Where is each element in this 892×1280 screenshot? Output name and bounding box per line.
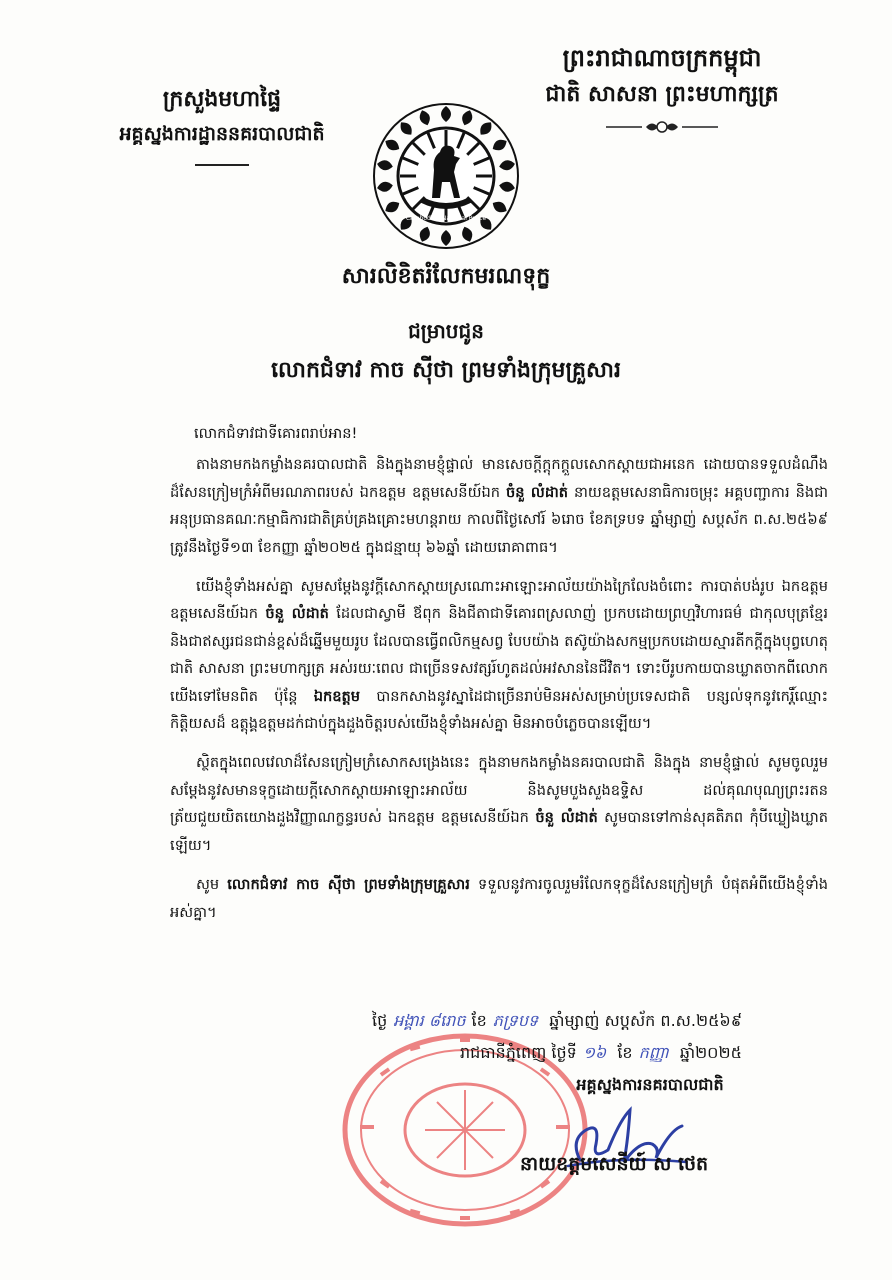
kingdom-header <box>532 38 792 136</box>
p1-text-b: នាយឧត្តមសេនាធិការចម្រុះ អគ្គបញ្ជាការ និងជាអនុប្រធានគណៈកម្មាធិការជាតិគ្រប់គ្រងគ្រោះមហន្តរាយ កាលពីថ្ងៃសៅរ៍ ៦រោច ខែភទ្របទ ឆ្នាំម្សាញ់ សប្តស័ក ព.ស.២៥៦៩ ត្រូវនឹងថ្ងៃទី១៣ ខែកញ្ញា ឆ្នាំ២០២៥ ក្នុងជន្មាយុ ៦៦ឆ្នាំ ដោយរោគាពាធ។ <box>170 483 828 556</box>
p4-recipient-name: លោកជំទាវ កាច ស៊ីថា ព្រមទាំងក្រុមគ្រួសារ <box>227 876 470 894</box>
date-value-handwritten: ១៦ <box>582 1043 607 1062</box>
month-value-handwritten: ភទ្របទ <box>492 1011 539 1030</box>
p1-deceased-name: ចំនួ លំដាត់ <box>505 483 568 501</box>
paragraph-4 <box>170 871 828 926</box>
recipient-name: លោកជំទាវ កាច ស៊ីថា ព្រមទាំងក្រុមគ្រួសារ <box>271 358 621 383</box>
p4-text-a: សូម <box>196 876 228 894</box>
p2-text-c: បានកសាងនូវស្នាដៃជាច្រើនរាប់មិនអស់សម្រាប់ប្រទេសជាតិ បន្សល់ទុកនូវកេរ្តិ៍ឈ្មោះ កិត្តិយសដ៏ ឧត្តុង្គឧត្តមដក់ជាប់ក្នុងដួងចិត្តរបស់យើងខ្ញុំទាំងអស់គ្នា មិនអាចបំភ្លេចបានឡើយ។ <box>170 687 828 733</box>
letter-title: សារលិខិតរំលែកមរណទុក្ខ <box>341 264 551 289</box>
national-police-emblem-icon <box>370 100 522 252</box>
p2-deceased-name: ចំនួ លំដាត់ <box>265 605 329 623</box>
signing-office: អគ្គស្នងការនគរបាលជាតិ <box>576 1075 724 1094</box>
signer-name: នាយឧត្តមសេនីយ៍ ស ថេត <box>520 1153 709 1175</box>
month2-label: ខែ <box>617 1043 633 1062</box>
p3-text-b: សូមបានទៅកាន់សុគតិភព កុំបីឃ្លៀងឃ្លាតឡើយ។ <box>170 809 828 854</box>
ministry-name: ក្រសួងមហាផ្ទៃ <box>162 87 282 112</box>
lunar-date-line <box>372 1010 842 1034</box>
p3-text-a: ស្ថិតក្នុងពេលវេលាដ៏សែនក្រៀមក្រំសោកសង្រេងនេះ ក្នុងនាមកងកម្លាំងនគរបាលជាតិ និងក្នុង នាមខ្ញុំផ្ទាល់ សូមចូលរួមសម្តែងនូវសមានទុក្ខដោយក្តីសោកស្តាយអាឡោះអាល័យ និងសូមបួងសួងឧទ្ទិស ដល់គុណបុណ្យព្រះរតនត្រ័យជួយយិតយោងដួងវិញ្ញាណក្ខន្ធរបស់ ឯកឧត្តម ឧត្តមសេនីយ៍ឯក <box>170 754 828 827</box>
recipient-label: ជម្រាបជូន <box>408 319 484 343</box>
p2-text-b: ដែលជាស្វាមី ឪពុក និងជីតាជាទីគោរពស្រលាញ់ ប្រកបដោយព្រហ្មវិហារធម៌ ជាកុលបុត្រខ្មែរ និងជាឥស្សរជនជាន់ខ្ពស់ដ៏ឆ្នើមមួយរូប ដែលបានធ្វើពលិកម្មសព្វ បែបយ៉ាង តស៊ូយ៉ាងសកម្មប្រកបដោយស្មារតីកក្តីក្នុងបុព្វហេតុជាតិ សាសនា ព្រះមហាក្សត្រ អស់រយៈពេល ជាច្រើនទសវត្សរ៍ហូតដល់អវសាននៃជីវិត។ ទោះបីរូបកាយបានឃ្លាតចាកពីលោកយើងទៅមែនពិត ប៉ុន្តែ <box>170 605 828 705</box>
place-and-day-label: រាជធានីភ្នំពេញ ថ្ងៃទី <box>460 1043 577 1062</box>
day-value-handwritten: អង្គារ ៨រោច <box>393 1011 466 1030</box>
lunar-year: ឆ្នាំម្សាញ់ សប្តស័ក ព.ស.២៥៦៩ <box>549 1011 743 1030</box>
p2-title-bold: ឯកឧត្តម <box>313 687 361 705</box>
kingdom-name: ព្រះរាជាណាចក្រកម្ពុជា <box>562 44 762 72</box>
emblem-label: Cambodian National Police <box>405 215 487 222</box>
salutation: លោកជំទាវជាទីគោរពរាប់អាន! <box>194 425 358 442</box>
tacteng-ornament-icon <box>602 118 722 136</box>
department-name: អគ្គស្នងការដ្ឋាននគរបាលជាតិ <box>119 123 325 145</box>
p3-deceased-name: ចំនួ លំដាត់ <box>535 809 598 827</box>
solar-date-line <box>460 1042 840 1066</box>
paragraph-3 <box>170 749 828 859</box>
month2-value-handwritten: កញ្ញា <box>638 1043 669 1062</box>
p1-text-a: តាងនាមកងកម្លាំងនគរបាលជាតិ និងក្នុងនាមខ្ញុំផ្ទាល់ មានសេចក្តីក្តុកក្តួលសោកស្តាយជាអនេក ដោយបានទទួលដំណឹងដ៏សែនក្រៀមក្រំអំពីមរណភាពរបស់ ឯកឧត្តម ឧត្តមសេនីយ៍ឯក <box>170 456 828 501</box>
ministry-header <box>82 82 362 166</box>
paragraph-2 <box>170 573 828 737</box>
solar-year: ឆ្នាំ២០២៥ <box>679 1043 742 1062</box>
header-divider <box>195 164 249 166</box>
day-label: ថ្ងៃ <box>372 1011 388 1030</box>
month-label: ខែ <box>471 1011 487 1030</box>
p4-text-b: ទទួលនូវការចូលរួមរំលែកទុក្ខដ៏សែនក្រៀមក្រំ បំផុតអំពីយើងខ្ញុំទាំងអស់គ្នា។ <box>170 876 828 921</box>
national-motto: ជាតិ សាសនា ព្រះមហាក្សត្រ <box>545 82 779 107</box>
paragraph-1 <box>170 451 828 561</box>
letter-body <box>170 420 828 938</box>
p2-text-a: យើងខ្ញុំទាំងអស់គ្នា សូមសម្តែងនូវក្តីសោកស្តាយស្រណោះអាឡោះអាល័យយ៉ាងក្រៃលែងចំពោះ ការបាត់បង់រូប ឯកឧត្តម ឧត្តមសេនីយ៍ឯក <box>170 578 828 623</box>
